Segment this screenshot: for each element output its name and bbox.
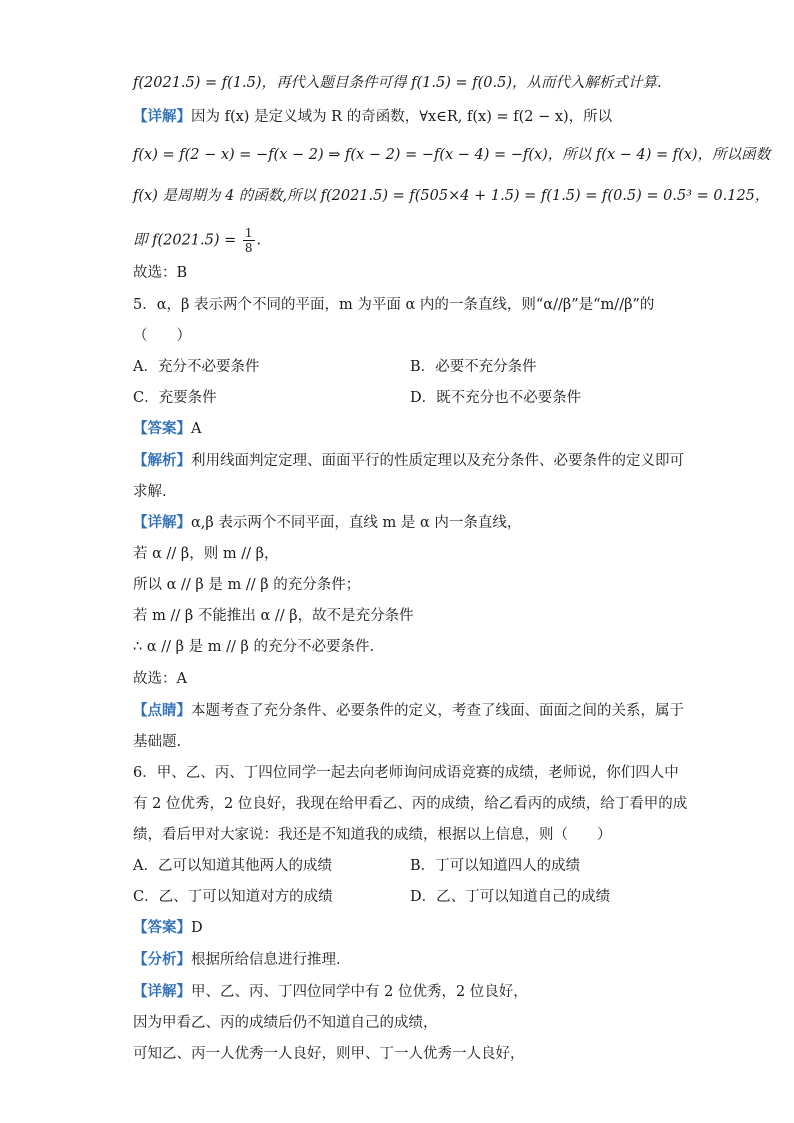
formula-text: f(x) 是周期为 4 的函数,所以 f(2021.5) = f(505×4 + 1.5) = f(1.5) = f(0.5) = 0.5³ = 0.125， bbox=[133, 188, 770, 204]
text-line bbox=[133, 226, 754, 255]
line-text: . bbox=[256, 232, 262, 249]
text-line bbox=[133, 606, 754, 626]
line-text: 根据所给信息进行推理． bbox=[191, 952, 351, 968]
text-line bbox=[133, 794, 754, 814]
detail-heading-line bbox=[133, 982, 754, 1002]
answer-line bbox=[133, 419, 754, 439]
fraction-numerator: 1 bbox=[244, 226, 253, 240]
formula-text: f(x) = f(2 − x) = −f(x − 2) ⇒ f(x − 2) = −f(x − 4) = −f(x)，所以 f(x − 4) = f(x)，所以函数 bbox=[133, 147, 771, 163]
question-5-stem bbox=[133, 295, 754, 315]
answer-line bbox=[133, 918, 754, 938]
line-text: 求解. bbox=[133, 484, 167, 500]
option-a: A．充分不必要条件 bbox=[133, 359, 260, 375]
analysis-tag: 【解析】 bbox=[133, 452, 191, 469]
detail-tag: 【详解】 bbox=[133, 983, 191, 1000]
option-d: D．乙、丁可以知道自己的成绩 bbox=[410, 889, 611, 905]
option-b: B．丁可以知道四人的成绩 bbox=[410, 858, 581, 874]
text-line bbox=[133, 637, 754, 657]
text-line bbox=[133, 575, 754, 595]
answer-value: D bbox=[191, 920, 203, 936]
option-c: C．乙、丁可以知道对方的成绩 bbox=[133, 889, 333, 905]
line-text: 故选：B bbox=[133, 265, 188, 281]
question-6-stem bbox=[133, 763, 754, 783]
line-text: 绩，看后甲对大家说：我还是不知道我的成绩，根据以上信息，则（ ） bbox=[133, 827, 612, 843]
line-text: ∴ α // β 是 m // β 的充分不必要条件. bbox=[133, 639, 375, 655]
line-text: 有 2 位优秀，2 位良好，我现在给甲看乙、丙的成绩，给乙看丙的成绩，给丁看甲的成 bbox=[133, 796, 688, 812]
formula-text: 即 f(2021.5) = bbox=[133, 232, 237, 249]
line-text: 若 m // β 不能推出 α // β，故不是充分条件 bbox=[133, 608, 414, 624]
line-text: 所以 α // β 是 m // β 的充分条件； bbox=[133, 577, 361, 593]
answer-tag: 【答案】 bbox=[133, 420, 191, 437]
detail-heading-line bbox=[133, 107, 754, 127]
line-text: 甲、乙、丙、丁四位同学中有 2 位优秀，2 位良好， bbox=[191, 984, 528, 1000]
question-5-bracket bbox=[133, 326, 754, 346]
comment-tag: 【点睛】 bbox=[133, 702, 191, 719]
fraction-denominator: 8 bbox=[244, 241, 253, 255]
option-c: C．充要条件 bbox=[133, 390, 217, 406]
text-line bbox=[133, 186, 770, 206]
line-text: α,β 表示两个不同平面，直线 m 是 α 内一条直线， bbox=[191, 515, 522, 531]
line-text: f(2021.5) = f(1.5)，再代入题目条件可得 f(1.5) = f(0.5)，从而代入解析式计算. bbox=[133, 75, 662, 91]
text-line bbox=[133, 1013, 754, 1033]
fraction bbox=[243, 226, 255, 255]
option-d: D．既不充分也不必要条件 bbox=[410, 390, 582, 406]
line-text: 6．甲、乙、丙、丁四位同学一起去向老师询问成语竞赛的成绩，老师说，你们四人中 bbox=[133, 765, 679, 781]
answer-tag: 【答案】 bbox=[133, 919, 191, 936]
answer-select-line bbox=[133, 263, 754, 283]
line-text: 利用线面判定定理、面面平行的性质定理以及充分条件、必要条件的定义即可 bbox=[191, 453, 684, 469]
line-text: （ ） bbox=[133, 328, 191, 344]
text-line bbox=[133, 732, 754, 752]
analysis-line bbox=[133, 950, 754, 970]
analysis-tag: 【分析】 bbox=[133, 951, 191, 968]
detail-tag: 【详解】 bbox=[133, 514, 191, 531]
comment-line bbox=[133, 701, 754, 721]
answer-select-line bbox=[133, 669, 754, 689]
answer-value: A bbox=[191, 421, 202, 437]
text-line bbox=[133, 1044, 754, 1064]
text-line bbox=[133, 73, 754, 93]
text-line bbox=[133, 825, 754, 845]
option-a: A．乙可以知道其他两人的成绩 bbox=[133, 858, 332, 874]
line-text: 5．α，β 表示两个不同的平面，m 为平面 α 内的一条直线，则“α//β”是“m//β”的 bbox=[133, 297, 655, 313]
line-text: 可知乙、丙一人优秀一人良好，则甲、丁一人优秀一人良好， bbox=[133, 1046, 525, 1062]
option-b: B．必要不充分条件 bbox=[410, 359, 537, 375]
line-text: 若 α // β，则 m // β， bbox=[133, 546, 279, 562]
text-line bbox=[133, 544, 754, 564]
line-text: 本题考查了充分条件、必要条件的定义，考查了线面、面面之间的关系，属于 bbox=[191, 703, 684, 719]
text-line bbox=[133, 145, 771, 165]
analysis-line bbox=[133, 451, 754, 471]
line-text: 基础题. bbox=[133, 734, 182, 750]
detail-tag: 【详解】 bbox=[133, 108, 191, 125]
line-text: 因为甲看乙、丙的成绩后仍不知道自己的成绩， bbox=[133, 1015, 438, 1031]
line-text: 因为 f(x) 是定义域为 R 的奇函数，∀x∈R, f(x) = f(2 − x)，所以 bbox=[191, 109, 613, 125]
text-line bbox=[133, 482, 754, 502]
line-text: 故选：A bbox=[133, 671, 187, 687]
detail-heading-line bbox=[133, 513, 754, 533]
